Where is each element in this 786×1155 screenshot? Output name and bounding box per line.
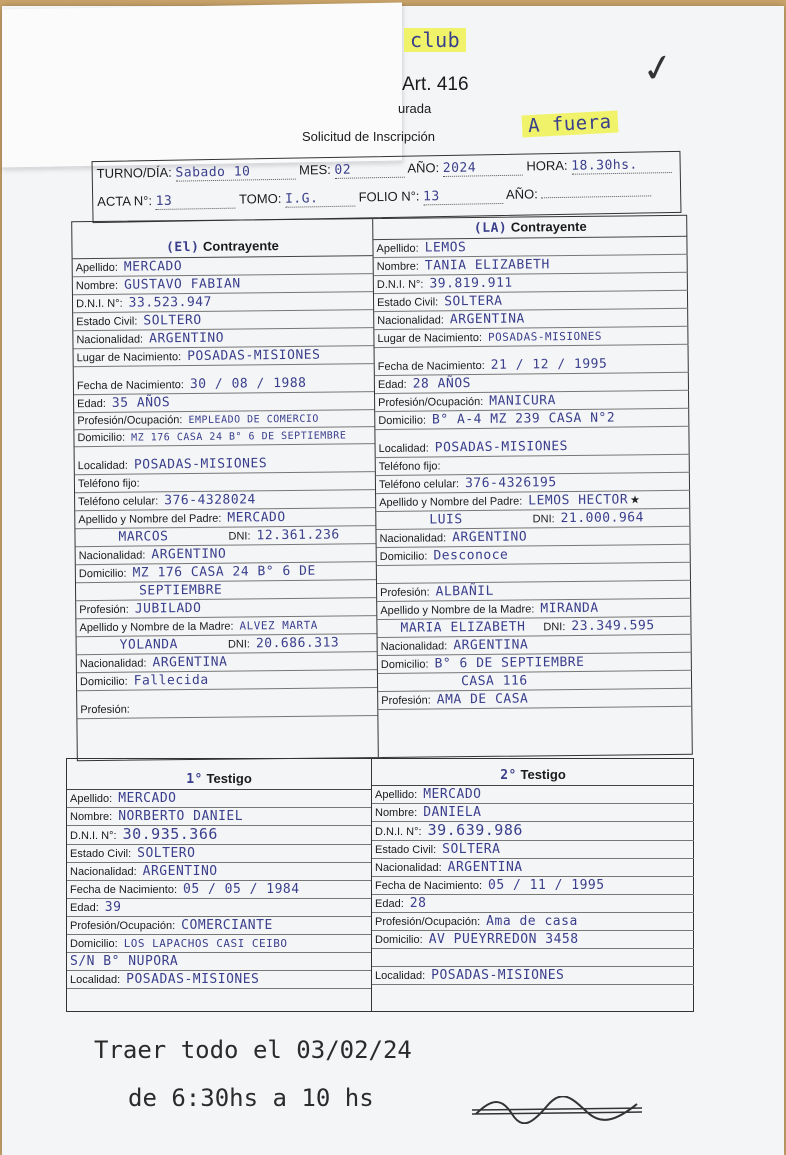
la-madre-label: Apellido y Nombre de la Madre: — [380, 603, 535, 618]
la-madre-dom-label: Domicilio: — [380, 658, 429, 672]
article-label: Art. 416 — [402, 74, 469, 95]
folio-value: 13 — [423, 188, 503, 205]
la-lugar-label: Lugar de Nacimiento: — [377, 331, 483, 346]
t1-nacionalidad-field — [67, 863, 371, 881]
el-padre-dom-value: MZ 176 CASA 24 B° 6 DE — [132, 563, 316, 581]
la-madre-value-2: MARIA ELIZABETH — [400, 619, 526, 636]
el-estado-value: SOLTERO — [143, 312, 202, 329]
el-padre-value-2: MARCOS — [118, 529, 169, 545]
t2-edad-label: Edad: — [375, 898, 404, 910]
el-profesion-value: EMPLEADO DE COMERCIO — [188, 413, 319, 427]
acta-row — [97, 184, 651, 211]
t1-localidad-label: Localidad: — [70, 974, 121, 986]
t2-apellido-field — [372, 786, 694, 804]
t1-profesion-label: Profesión/Ocupación: — [70, 920, 176, 932]
la-madre-nac-value: ARGENTINA — [453, 637, 529, 654]
el-estado-label: Estado Civil: — [76, 315, 138, 329]
el-padre-label: Apellido y Nombre del Padre: — [78, 512, 222, 527]
t2-title-text: Testigo — [520, 767, 566, 782]
el-lugar-value: POSADAS-MISIONES — [187, 347, 321, 365]
t1-nombre-value: NORBERTO DANIEL — [118, 809, 244, 824]
el-madre-nac-label: Nacionalidad: — [79, 657, 147, 671]
el-nacionalidad-value: ARGENTINO — [149, 330, 225, 347]
t1-estado-label: Estado Civil: — [70, 848, 132, 860]
turno-label: TURNO/DÍA: — [96, 164, 172, 182]
la-madre-nac-label: Nacionalidad: — [380, 640, 448, 654]
t2-apellido-value: MERCADO — [423, 787, 482, 802]
el-profesion-label: Profesión/Ocupación: — [77, 414, 183, 428]
el-madre-prof-field — [77, 698, 377, 719]
testigos-box — [66, 758, 694, 1012]
la-fecha-label: Fecha de Nacimiento: — [377, 359, 485, 374]
t1-fecha-field — [67, 881, 371, 899]
la-title-text: Contrayente — [510, 218, 587, 235]
el-telfijo-label: Teléfono fijo: — [77, 477, 140, 491]
el-lugar-label: Lugar de Nacimiento: — [76, 351, 182, 365]
el-madre-dom-field — [77, 670, 377, 691]
t1-profesion-field — [67, 917, 371, 935]
el-padre-prof-label: Profesión: — [79, 603, 129, 617]
la-prefix: (LA) — [473, 220, 508, 237]
t1-nombre-label: Nombre: — [70, 811, 113, 823]
turno-row — [97, 156, 672, 183]
t1-dni-label: D.N.I. N°: — [70, 830, 117, 842]
la-madre-dom-value-2: CASA 116 — [460, 673, 528, 690]
la-lugar-field — [374, 327, 688, 348]
t2-domicilio-value: AV PUEYRREDON 3458 — [428, 932, 579, 947]
la-telfijo-label: Teléfono fijo: — [378, 460, 441, 474]
la-estado-label: Estado Civil: — [377, 296, 439, 310]
t2-dni-label: D.N.I. N°: — [375, 826, 422, 838]
t1-profesion-value: COMERCIANTE — [181, 918, 273, 933]
t2-dni-value: 39.639.986 — [427, 822, 523, 839]
el-padre-dom-value-2: SEPTIEMBRE — [138, 582, 223, 599]
t1-apellido-label: Apellido: — [70, 793, 113, 805]
check-mark-icon: ✓ — [638, 43, 678, 93]
la-nacionalidad-label: Nacionalidad: — [377, 314, 444, 328]
registration-header-box — [92, 151, 682, 223]
t2-nombre-field — [372, 804, 694, 822]
la-apellido-value: LEMOS — [424, 240, 467, 256]
anio-label: AÑO: — [407, 160, 440, 176]
t2-estado-label: Estado Civil: — [375, 844, 437, 856]
t1-apellido-field — [67, 790, 371, 808]
mes-label: MES: — [298, 161, 331, 178]
t2-estado-field — [372, 841, 694, 859]
tomo-label: TOMO: — [238, 190, 282, 207]
la-padre-value-2: LUIS — [429, 512, 463, 528]
la-nombre-label: Nombre: — [376, 260, 419, 274]
t2-nombre-value: DANIELA — [423, 805, 482, 820]
anio2-value — [541, 195, 651, 198]
testigo-1-column — [67, 759, 371, 1011]
el-prefix: (El) — [165, 239, 200, 256]
t1-edad-value: 39 — [104, 900, 122, 915]
t1-dni-value: 30.935.366 — [122, 826, 218, 843]
el-nombre-value: GUSTAVO FABIAN — [123, 276, 241, 293]
el-edad-label: Edad: — [77, 397, 106, 411]
el-domicilio-value: MZ 176 CASA 24 B° 6 DE SEPTIEMBRE — [131, 430, 347, 444]
t2-domicilio-field-2 — [372, 949, 694, 967]
el-title-text: Contrayente — [202, 238, 279, 254]
t1-domicilio-label: Domicilio: — [70, 938, 118, 950]
el-telcel-value: 376-4328024 — [164, 492, 256, 509]
t1-domicilio-value-2: S/N B° NUPORA — [70, 954, 179, 969]
el-madre-value-2: YOLANDA — [119, 637, 179, 653]
t2-localidad-value: POSADAS-MISIONES — [431, 968, 565, 983]
la-profesion-value: MANICURA — [489, 393, 556, 409]
t1-apellido-value: MERCADO — [118, 791, 177, 806]
t2-nacionalidad-label: Nacionalidad: — [375, 862, 442, 874]
la-profesion-label: Profesión/Ocupación: — [378, 395, 484, 410]
anio-value: 2024 — [443, 160, 523, 177]
la-lugar-value: POSADAS-MISIONES — [487, 329, 603, 344]
el-nombre-label: Nombre: — [75, 279, 119, 293]
la-telcel-value: 376-4326195 — [464, 475, 557, 492]
la-madre-prof-label: Profesión: — [381, 694, 431, 708]
el-fecha-value: 30 / 08 / 1988 — [189, 375, 307, 393]
t2-nacionalidad-field — [372, 859, 694, 877]
t2-edad-value: 28 — [409, 896, 427, 911]
la-padre-label: Apellido y Nombre del Padre: — [379, 495, 523, 510]
el-madre-dom-value: Fallecida — [133, 672, 209, 689]
la-edad-value: 28 AÑOS — [412, 376, 472, 392]
t1-fecha-label: Fecha de Nacimiento: — [70, 884, 177, 896]
t2-fecha-value: 05 / 11 / 1995 — [488, 878, 605, 893]
t1-domicilio-field-2 — [67, 953, 371, 971]
t1-nacionalidad-value: ARGENTINO — [142, 864, 218, 879]
t2-title — [372, 765, 694, 786]
la-madre-value: MIRANDA — [540, 600, 599, 617]
la-contrayente-column — [372, 216, 693, 757]
el-padre-value: MERCADO — [227, 510, 286, 526]
el-madre-label: Apellido y Nombre de la Madre: — [79, 620, 234, 635]
el-madre-dni-value: 20.686.313 — [255, 635, 340, 652]
la-padre-dni-value: 21.000.964 — [560, 510, 644, 527]
el-padre-dni-value: 12.361.236 — [256, 527, 340, 544]
el-domicilio-label: Domicilio: — [77, 431, 126, 445]
la-padre-dom-value: Desconoce — [433, 547, 509, 564]
club-note: club — [404, 28, 466, 52]
la-localidad-label: Localidad: — [378, 442, 429, 456]
el-localidad-label: Localidad: — [77, 459, 128, 473]
t2-profesion-field — [372, 913, 694, 931]
t2-dni-field — [372, 822, 694, 841]
la-padre-dom-label: Domicilio: — [379, 550, 428, 564]
la-fecha-value: 21 / 12 / 1995 — [490, 356, 608, 373]
la-localidad-value: POSADAS-MISIONES — [434, 439, 569, 456]
la-edad-label: Edad: — [377, 378, 407, 392]
t1-prefix: 1° — [186, 772, 203, 787]
el-localidad-value: POSADAS-MISIONES — [133, 456, 268, 473]
anio2-label: AÑO: — [505, 186, 538, 202]
la-dni-label: D.N.I. N°: — [376, 278, 424, 292]
el-fecha-label: Fecha de Nacimiento: — [76, 379, 184, 393]
el-nacionalidad-label: Nacionalidad: — [76, 333, 144, 347]
footer-note-line-2: de 6:30hs a 10 hs — [128, 1084, 374, 1112]
el-domicilio-field — [74, 427, 374, 447]
acta-label: ACTA N°: — [97, 193, 153, 210]
el-apellido-label: Apellido: — [75, 261, 118, 275]
el-telcel-label: Teléfono celular: — [78, 495, 159, 509]
contrayentes-box — [71, 215, 693, 761]
la-madre-dom-value: B° 6 DE SEPTIEMBRE — [434, 654, 585, 672]
t1-dni-field — [67, 826, 371, 845]
el-padre-dom-label: Domicilio: — [78, 567, 127, 581]
t1-domicilio-value: LOS LAPACHOS CASI CEIBO — [123, 937, 288, 950]
la-estado-value: SOLTERA — [444, 293, 503, 310]
t1-domicilio-field — [67, 935, 371, 953]
la-padre-dni-label: DNI: — [532, 513, 555, 526]
la-padre-value: LEMOS HECTOR — [528, 492, 629, 509]
la-dni-value: 39.819.911 — [429, 275, 513, 292]
el-madre-dom-label: Domicilio: — [79, 675, 128, 689]
afuera-note: A fuera — [521, 111, 618, 138]
t2-apellido-label: Apellido: — [375, 789, 418, 801]
hora-label: HORA: — [526, 157, 568, 174]
t2-fecha-field — [372, 877, 694, 895]
t1-estado-field — [67, 845, 371, 863]
la-padre-nac-value: ARGENTINO — [452, 529, 528, 546]
la-madre-prof-field — [378, 689, 692, 710]
t2-domicilio-label: Domicilio: — [375, 934, 423, 946]
el-padre-dni-label: DNI: — [228, 530, 251, 543]
la-telcel-label: Teléfono celular: — [378, 478, 460, 492]
la-madre-dni-label: DNI: — [543, 621, 566, 634]
la-apellido-label: Apellido: — [376, 242, 419, 256]
el-edad-value: 35 AÑOS — [111, 395, 171, 411]
t1-edad-label: Edad: — [70, 902, 99, 914]
acta-value: 13 — [156, 193, 236, 210]
la-domicilio-label: Domicilio: — [378, 414, 427, 428]
folio-label: FOLIO N°: — [358, 188, 420, 205]
el-madre-dni-label: DNI: — [227, 638, 250, 651]
t2-profesion-value: Ama de casa — [486, 914, 578, 929]
t2-nombre-label: Nombre: — [375, 807, 418, 819]
la-padre-nac-label: Nacionalidad: — [379, 532, 447, 546]
tomo-value: I.G. — [285, 191, 355, 208]
crossed-out-signature-icon — [472, 1096, 642, 1124]
t2-nacionalidad-value: ARGENTINA — [447, 860, 523, 875]
t2-profesion-label: Profesión/Ocupación: — [375, 916, 481, 928]
t1-edad-field — [67, 899, 371, 917]
mes-value: 02 — [334, 162, 404, 179]
el-padre-nac-value: ARGENTINO — [151, 546, 227, 563]
el-dni-label: D.N.I. N°: — [75, 297, 123, 311]
el-dni-value: 33.523.947 — [128, 294, 212, 311]
t1-title-text: Testigo — [206, 771, 252, 786]
el-padre-nac-label: Nacionalidad: — [78, 549, 146, 563]
t2-domicilio-field — [372, 931, 694, 949]
t1-nacionalidad-label: Nacionalidad: — [70, 866, 137, 878]
el-madre-nac-value: ARGENTINA — [152, 654, 228, 671]
la-madre-prof-value: AMA DE CASA — [436, 691, 529, 708]
testigo-2-column — [371, 759, 694, 1011]
la-domicilio-value: B° A-4 MZ 239 CASA N°2 — [431, 410, 616, 428]
header-subtitle: urada — [398, 101, 432, 116]
t1-nombre-field — [67, 808, 371, 826]
t2-localidad-field — [372, 967, 694, 985]
t1-fecha-value: 05 / 05 / 1984 — [183, 882, 300, 897]
la-nacionalidad-value: ARGENTINA — [449, 311, 525, 328]
t2-edad-field — [372, 895, 694, 913]
la-padre-prof-value: ALBAÑIL — [435, 583, 494, 600]
t2-fecha-label: Fecha de Nacimiento: — [375, 880, 482, 892]
el-lugar-field — [74, 346, 374, 367]
t1-localidad-value: POSADAS-MISIONES — [126, 972, 260, 987]
el-apellido-value: MERCADO — [123, 259, 183, 275]
t1-localidad-field — [67, 971, 371, 989]
footer-note-line-1: Traer todo el 03/02/24 — [94, 1036, 412, 1064]
el-contrayente-column — [72, 219, 378, 760]
t2-estado-value: SOLTERA — [442, 842, 501, 857]
la-madre-dni-value: 23.349.595 — [571, 618, 655, 635]
star-mark-icon: ★ — [630, 494, 641, 507]
t2-localidad-label: Localidad: — [375, 970, 426, 982]
t1-title — [67, 769, 371, 790]
form-title: Solicitud de Inscripción — [302, 129, 435, 144]
hora-value: 18.30hs. — [571, 157, 671, 175]
form-sheet — [2, 6, 784, 1155]
la-nombre-value: TANIA ELIZABETH — [424, 257, 550, 274]
la-domicilio-field — [375, 409, 689, 430]
turno-value: Sabado 10 — [175, 164, 295, 182]
el-madre-prof-label: Profesión: — [80, 703, 130, 717]
la-padre-prof-label: Profesión: — [380, 586, 430, 600]
t2-prefix: 2° — [500, 768, 517, 783]
el-padre-prof-value: JUBILADO — [134, 600, 202, 617]
el-madre-value: ALVEZ MARTA — [239, 618, 318, 633]
t1-estado-value: SOLTERO — [137, 846, 196, 861]
